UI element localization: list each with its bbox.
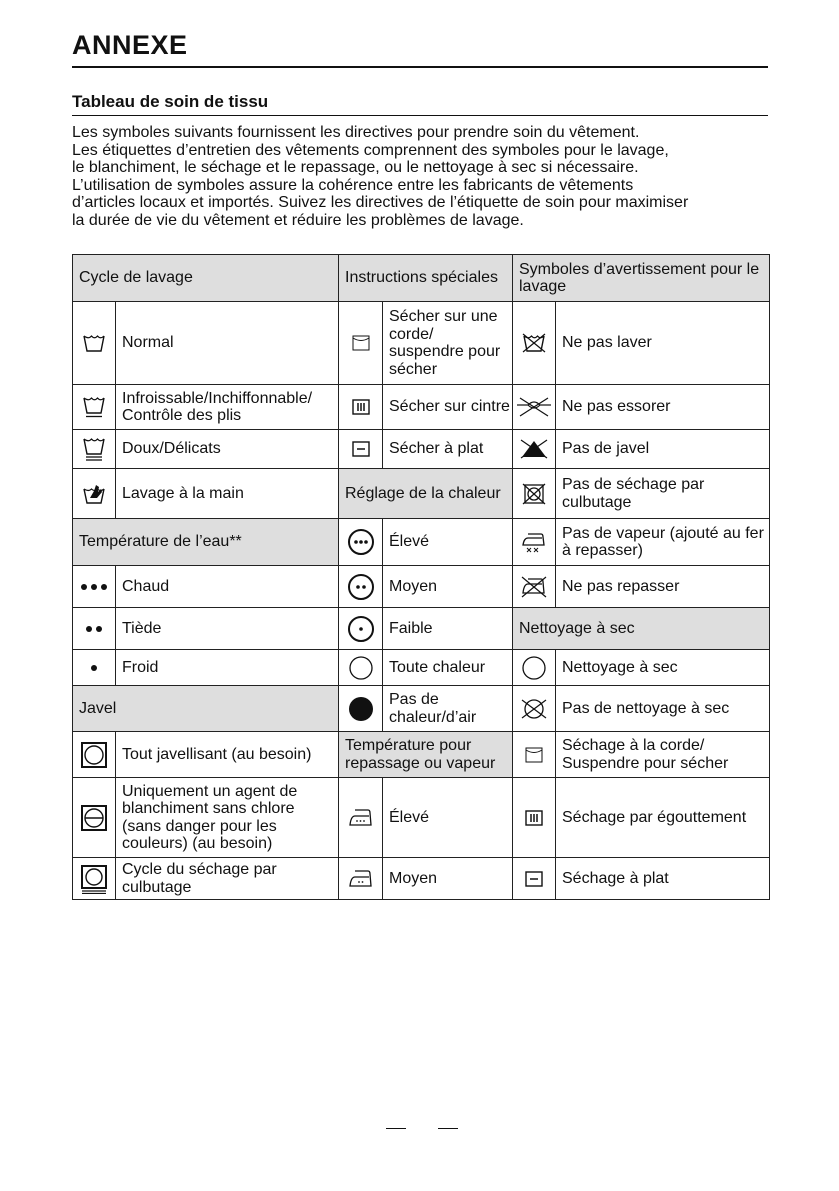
section-rule: [72, 115, 768, 116]
warning-label: Pas de séchage par culbutage: [556, 469, 770, 519]
wash-cycle-label: Normal: [116, 302, 339, 385]
table-row: [73, 858, 770, 900]
water-temperature-label: Chaud: [116, 566, 339, 608]
table-row: [73, 519, 770, 566]
section-title: Tableau de soin de tissu: [72, 92, 269, 111]
dry-clean-label: Séchage à plat: [556, 858, 770, 900]
heat-any-icon: [348, 655, 374, 681]
table-row: [73, 650, 770, 686]
dry-flat-icon: [525, 871, 543, 887]
dry-clean-icon: [521, 655, 547, 681]
do-not-iron-icon: [519, 576, 549, 598]
non-chlorine-bleach-icon: [80, 804, 108, 832]
page-number-dash-left: [386, 1128, 406, 1129]
table-row: [73, 430, 770, 469]
bleach-label: Uniquement un agent de blanchiment sans chlore (sans danger pour les couleurs) (au besoin): [116, 778, 339, 858]
header-dry-clean: Nettoyage à sec: [513, 608, 770, 650]
iron-temperature-label: Moyen: [383, 858, 513, 900]
bleach-label: Tout javellisant (au besoin): [116, 732, 339, 778]
warning-label: Pas de javel: [556, 430, 770, 469]
table-row: [73, 255, 770, 302]
page-title: ANNEXE: [72, 30, 188, 60]
dry-flat-icon: [352, 441, 370, 457]
intro-line: le blanchiment, le séchage et le repassage, ou le nettoyage à sec si nécessaire.: [72, 159, 639, 177]
wash-cycle-label: Lavage à la main: [116, 469, 339, 519]
table-row: [73, 732, 770, 778]
dry-clean-label: Pas de nettoyage à sec: [556, 686, 770, 732]
heat-high-icon: [347, 528, 375, 556]
intro-paragraph: [72, 124, 772, 230]
wash-cycle-label: Doux/Délicats: [116, 430, 339, 469]
table-row: [73, 469, 770, 519]
heat-setting-label: Faible: [383, 608, 513, 650]
drip-dry-icon: [525, 810, 543, 826]
drip-dry-icon: [352, 399, 370, 415]
intro-line: L’utilisation de symboles assure la cohérence entre les fabricants de vêtements: [72, 176, 634, 194]
heat-setting-label: Élevé: [383, 519, 513, 566]
table-row: [73, 778, 770, 858]
do-not-wring-icon: [516, 397, 552, 417]
dry-clean-label: Séchage par égouttement: [556, 778, 770, 858]
table-row: [73, 566, 770, 608]
tumble-circle-square-icon: [80, 741, 108, 769]
dry-clean-label: Nettoyage à sec: [556, 650, 770, 686]
header-water-temperature: Température de l’eau**: [73, 519, 339, 566]
wash-cycle-label: Infroissable/Inchiffonnable/ Contrôle des plis: [116, 385, 339, 430]
do-not-tumble-dry-icon: [522, 483, 546, 505]
fabric-care-table: [72, 254, 770, 900]
wash-permanent-press-icon: [82, 395, 106, 419]
tumble-cycle-icon: [80, 864, 108, 894]
do-not-dry-clean-icon: [520, 697, 548, 721]
table-row: [73, 302, 770, 385]
iron-high-icon: [347, 808, 375, 828]
line-dry-icon: [352, 335, 370, 351]
one-dot-icon: [90, 664, 98, 672]
no-bleach-icon: [519, 439, 549, 459]
intro-line: d’articles locaux et importés. Suivez les directives de l’étiquette de soin pour maximiser: [72, 194, 689, 212]
warning-label: Ne pas repasser: [556, 566, 770, 608]
title-rule: [72, 66, 768, 68]
water-temperature-label: Tiède: [116, 608, 339, 650]
intro-line: Les étiquettes d’entretien des vêtements comprennent des symboles pour le lavage,: [72, 141, 669, 159]
header-wash-cycle: Cycle de lavage: [73, 255, 339, 302]
intro-line: Les symboles suivants fournissent les directives pour prendre soin du vêtement.: [72, 124, 640, 141]
table-row: [73, 385, 770, 430]
header-warning-symbols: Symboles d’avertissement pour le lavage: [513, 255, 770, 302]
heat-setting-label: Pas de chaleur/d’air: [383, 686, 513, 732]
line-dry-icon: [525, 747, 543, 763]
iron-medium-icon: [347, 869, 375, 889]
no-steam-icon: [519, 531, 549, 553]
table-row: [73, 686, 770, 732]
heat-medium-icon: [347, 573, 375, 601]
heat-setting-label: Moyen: [383, 566, 513, 608]
no-heat-icon: [348, 696, 374, 722]
warning-label: Pas de vapeur (ajouté au fer à repasser): [556, 519, 770, 566]
header-iron-temperature: Température pour repassage ou vapeur: [339, 732, 513, 778]
do-not-wash-icon: [521, 333, 547, 353]
dry-clean-label: Séchage à la corde/ Suspendre pour sécher: [556, 732, 770, 778]
hand-wash-icon: [82, 483, 106, 505]
three-dots-icon: [80, 583, 108, 591]
heat-low-icon: [347, 615, 375, 643]
heat-setting-label: Toute chaleur: [383, 650, 513, 686]
warning-label: Ne pas laver: [556, 302, 770, 385]
special-instruction-label: Sécher sur cintre: [383, 385, 513, 430]
two-dots-icon: [85, 625, 103, 633]
warning-label: Ne pas essorer: [556, 385, 770, 430]
special-instruction-label: Sécher à plat: [383, 430, 513, 469]
table-row: [73, 608, 770, 650]
header-special-instructions: Instructions spéciales: [339, 255, 513, 302]
header-heat-setting: Réglage de la chaleur: [339, 469, 513, 519]
bleach-label: Cycle du séchage par culbutage: [116, 858, 339, 900]
water-temperature-label: Froid: [116, 650, 339, 686]
wash-delicate-icon: [82, 436, 106, 462]
page-number-dash-right: [438, 1128, 458, 1129]
wash-tub-icon: [82, 333, 106, 353]
intro-line: la durée de vie du vêtement et réduire les problèmes de lavage.: [72, 211, 524, 229]
special-instruction-label: Sécher sur une corde/ suspendre pour sécher: [383, 302, 513, 385]
header-bleach: Javel: [73, 686, 339, 732]
iron-temperature-label: Élevé: [383, 778, 513, 858]
